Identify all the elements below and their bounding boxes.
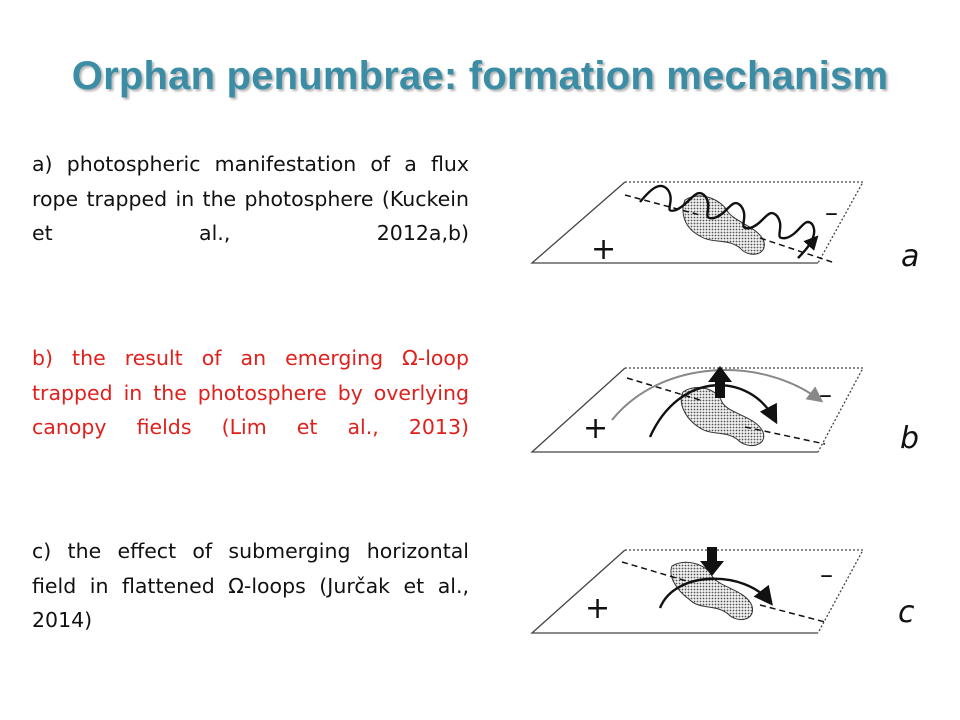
plus-sign-c: +: [585, 591, 611, 626]
slide-title: Orphan penumbrae: formation mechanism: [71, 54, 889, 98]
panel-label-a: a: [901, 239, 920, 274]
item-b-text: b) the result of an emerging Ω-loop trapped in the photosphere by overlying canopy fields (Lim et al., 2013): [32, 346, 469, 439]
item-a-text: a) photospheric manifestation of a flux rope trapped in the photosphere (Kuckein et al., 2012a,b): [32, 152, 469, 245]
item-c-text: c) the effect of submerging horizontal field in flattened Ω-loops (Jurčak et al., 2014): [32, 539, 469, 632]
plane-c-front-edges: [532, 550, 818, 633]
plus-sign-a: +: [591, 232, 617, 267]
minus-sign-a: –: [825, 198, 838, 228]
plus-sign-b: +: [583, 411, 609, 446]
panel-a: [532, 182, 919, 274]
minus-sign-c: –: [820, 560, 833, 590]
panel-c: [532, 547, 915, 633]
panel-b: [532, 366, 919, 456]
plane-a-front-edges: [532, 182, 818, 263]
plane-b-front-edges: [532, 368, 818, 452]
sunspot-a: [683, 196, 764, 254]
panel-label-b: b: [900, 421, 920, 456]
minus-sign-b: –: [819, 380, 832, 410]
panel-label-c: c: [898, 595, 915, 630]
